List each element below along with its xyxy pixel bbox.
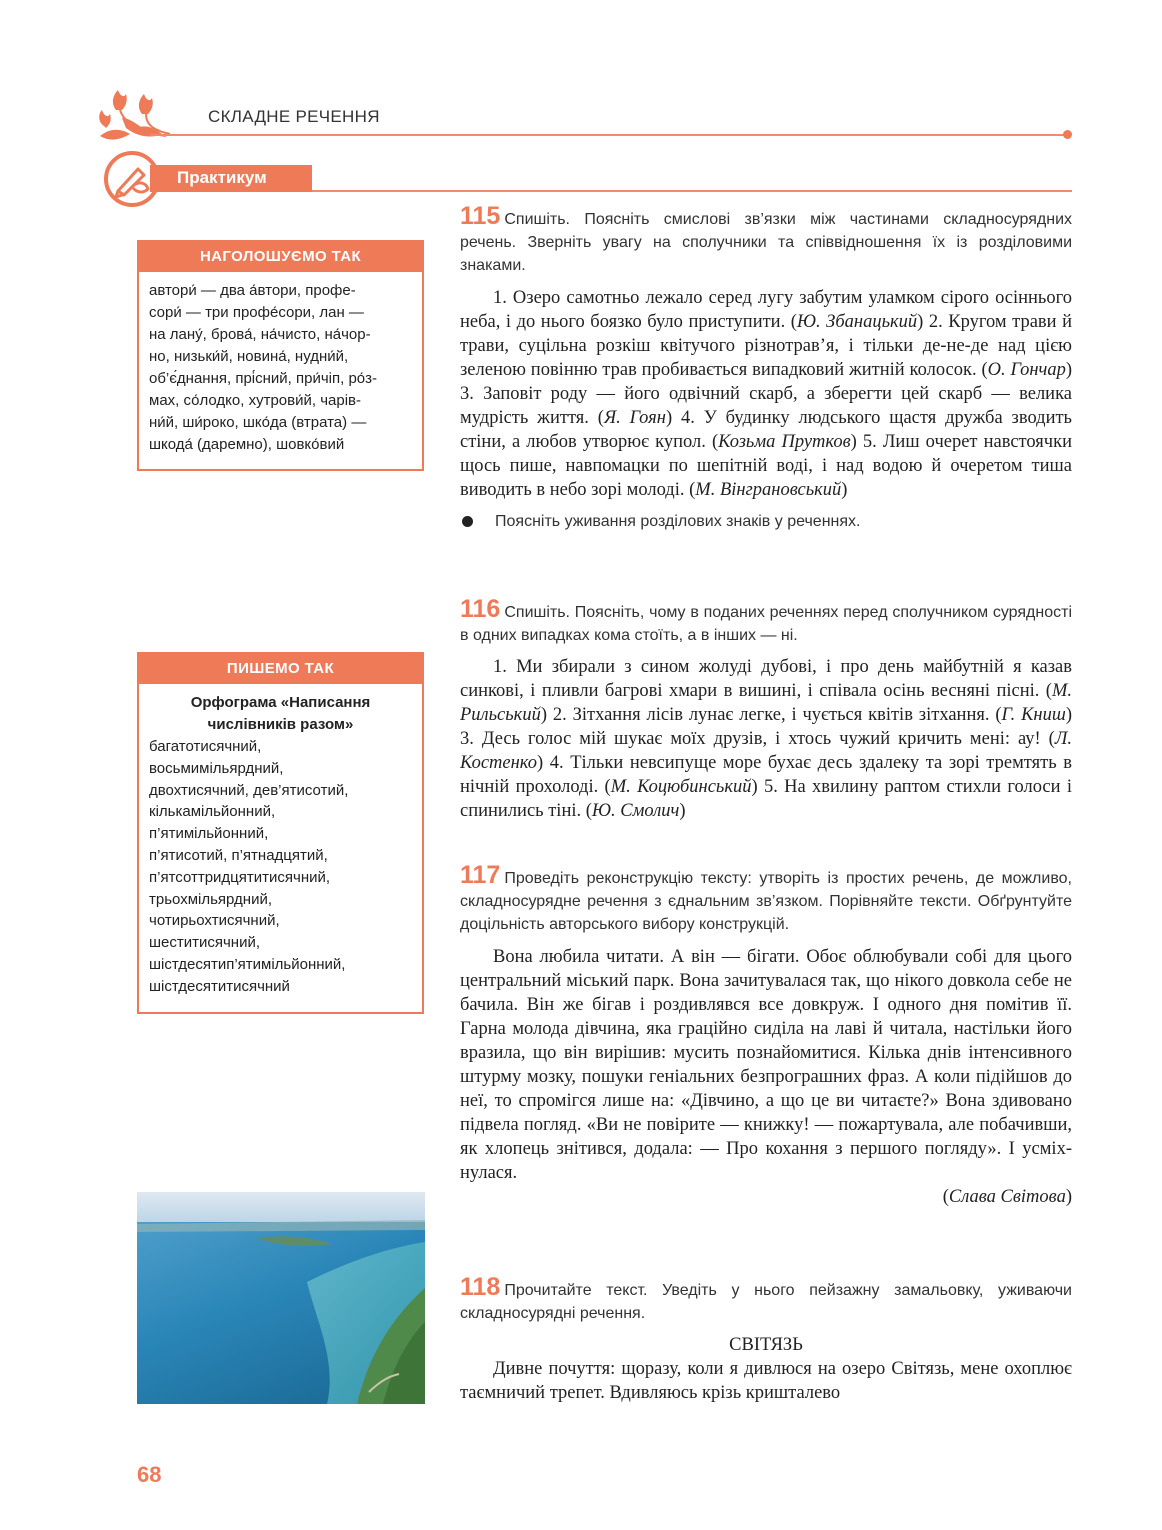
numeral-item: чотирьохтисячний, xyxy=(149,912,280,930)
exercise-118 xyxy=(460,1273,1072,1405)
numeral-item: п’ятисотий, п’ятнадцятий, xyxy=(149,846,328,864)
numeral-item: двохтисячний, дев’ятисотий, xyxy=(149,781,349,799)
stress-box xyxy=(137,240,424,471)
numeral-item: шістдесятип’ятимільйонний, xyxy=(149,955,346,973)
spelling-box-title: ПИШЕМО ТАК xyxy=(139,654,422,684)
practicum-rule xyxy=(312,190,1072,192)
author-name: О. Гончар xyxy=(987,360,1066,380)
stress-line: но, низьки́й, новина́, нудни́й, xyxy=(149,348,349,365)
author-name: Я. Гоян xyxy=(603,408,666,428)
exercise-number: 117 xyxy=(460,861,501,889)
author-name: М. Вінграновський xyxy=(695,480,842,500)
author-name: Г. Книш xyxy=(1001,705,1066,725)
exercise-number: 118 xyxy=(460,1273,501,1301)
numeral-item: трьохмільярдний, xyxy=(149,890,272,908)
exercise-117 xyxy=(460,861,1072,1209)
stress-line: на лану́, брова́, на́чисто, на́чор- xyxy=(149,326,371,343)
author-name: Л. Костенко xyxy=(460,729,1072,773)
stress-line: автори́ — два а́втори, профе- xyxy=(149,282,356,299)
author-name: М. Коцюбинський xyxy=(610,777,752,797)
header-rule-dot xyxy=(1063,130,1072,139)
practicum-label: Практикум xyxy=(177,168,267,187)
exercise-text: Вона любила читати. А він — бігати. Обоє облюбували собі для цього центральний міський парк. Вона зачитувалася так, що нікого довкола себе не бачила. Він же бігав і роздивлявся все довкруж. І одного дня помітив її. Гарна молода дівчина, яка граційно сиділа на лаві й читала, настільки його вразила, що він вирішив: мусить познайомитися. Кілька днів інтенсивного штурму мозку, пошуки геніальних безпрограшних фраз. А коли підійшов до неї, то спромігся лише на: «Дівчино, а що це ви читаєте?» Вона здивовано підвела погляд. «Ви не повірите — книжку! — пожартувала, але побачивши, як хлопець знітився, додала: — Про кохання з першого погляду». І усміхнулася. xyxy=(460,947,1072,1183)
numeral-item: п’ятсоттридцятитисячний, xyxy=(149,868,331,886)
spelling-rule-title: числівників разом» xyxy=(207,716,354,733)
chapter-title: СКЛАДНЕ РЕЧЕННЯ xyxy=(208,107,380,126)
stress-line: сори́ — три профе́сори, лан — xyxy=(149,304,364,321)
exercise-115 xyxy=(460,202,1073,533)
numeral-item: восьмимільярдний, xyxy=(149,759,284,777)
exercise-instruction: 117 Проведіть реконструкцію тексту: утворіть із простих речень, де можливо, складносурядне речення з єднальним зв’язком. Порівняйте тексти. Обґрунтуйте доцільність авторського вибору конструкцій. xyxy=(460,861,1072,933)
lake-aerial-photo xyxy=(137,1192,425,1404)
stress-box-body xyxy=(139,272,422,466)
spelling-rule-title: Орфограма «Написання xyxy=(190,694,371,711)
author-name: Козьма Прутков xyxy=(718,432,851,452)
spelling-box-body xyxy=(139,684,422,1008)
spelling-box xyxy=(137,652,424,1014)
numeral-item: кількамільйонний, xyxy=(149,803,276,821)
flower-ornament-icon xyxy=(96,88,176,148)
stress-box-title: НАГОЛОШУЄМО ТАК xyxy=(139,242,422,272)
exercise-sentences: 1. Ми збирали з сином жолуді дубові, і про день майбутній я казав синкові, і пливли багрові хмари в вишині, і співала осінь весняні пісні. (М. Рильський) 2. Зітхання лісів лунає легке, і чується квітів зітхання. (Г. Книш) 3. Десь голос мій шукає моїх друзів, і хтось чужий кричить мені: ау! (Л. Костенко) 4. Тільки невсипуще море бухає десь здалеку та зорі тремтять в нічній прохолоді. (М. Коцюбинський) 5. На хвилину раптом стихли голоси і спинились тіні. (Ю. Смолич) xyxy=(460,657,1072,821)
exercise-number: 115 xyxy=(460,202,501,230)
stress-line: шкода́ (даремно), шовко́вий xyxy=(149,436,345,453)
text-heading: СВІТЯЗЬ xyxy=(729,1335,803,1355)
header-rule xyxy=(150,134,1068,136)
stress-line: об’є́днання, прі́сний, при́чіп, ро́з- xyxy=(149,370,378,387)
author-name: Ю. Збанацький xyxy=(796,312,918,332)
numeral-item: шеститисячний, xyxy=(149,934,261,952)
exercise-task: Поясніть уживання розділових знаків у реченнях. xyxy=(460,510,1072,533)
text-author: (Слава Світова) xyxy=(942,1187,1072,1207)
exercise-instruction: 115 Спишіть. Поясніть смислові зв’язки між частинами складносурядних речень. Зверніть увагу на сполучники та співвідношення їх із розділовими знаками. xyxy=(460,202,1072,274)
numeral-item: шістдесятитисячний xyxy=(149,977,290,995)
exercise-sentences: 1. Озеро самотньо лежало серед лугу забутим уламком сірого осіннього неба, і до нього боязко було приступити. (Ю. Збанацький) 2. Кругом трави й трави, суцільна розкіш квітучого різнотрав’я, і тільки де-не-де над цією зеленою повінню трав пробивається випадковий житній колосок. (О. Гончар) 3. Заповіт роду — його одвічний скарб, а зберегти цей скарб — велика мудрість життя. (Я. Гоян) 4. У будинку людського щастя дружба зводить стіни, а любов утворює купол. (Козьма Прутков) 5. Лиш очерет навстоячки щось пише, навпомацки по шепітній воді, і над водою й очеретом тиша виводить в небо зорі молоді. (М. Вінграновський) xyxy=(460,288,1073,500)
exercise-116 xyxy=(460,595,1072,823)
exercise-instruction: 116 Спишіть. Поясніть, чому в поданих реченнях перед сполучником сурядності в одних випадках кома стоїть, а в інших — ні. xyxy=(460,595,1072,644)
page-number: 68 xyxy=(137,1462,162,1487)
author-name: М. Рильський xyxy=(460,681,1072,725)
numeral-list xyxy=(149,736,412,998)
author-name: Ю. Смолич xyxy=(591,801,680,821)
exercise-instruction: 118 Прочитайте текст. Уведіть у нього пейзажну замальовку, уживаючи складносурядні речення. xyxy=(460,1273,1072,1322)
stress-line: ни́й, ши́роко, шко́да (втрата) — xyxy=(149,414,367,431)
numeral-item: п’ятимільйонний, xyxy=(149,825,269,843)
exercise-text: Дивне почуття: щоразу, коли я дивлюся на озеро Світязь, мене охоплює таємничий трепет. Вдивляюсь крізь кришталево xyxy=(460,1359,1072,1403)
stress-line: мах, со́лодко, хутрови́й, чарів- xyxy=(149,392,362,409)
bullet-icon xyxy=(462,516,473,527)
numeral-item: багатотисячний, xyxy=(149,738,262,755)
exercise-number: 116 xyxy=(460,595,501,623)
